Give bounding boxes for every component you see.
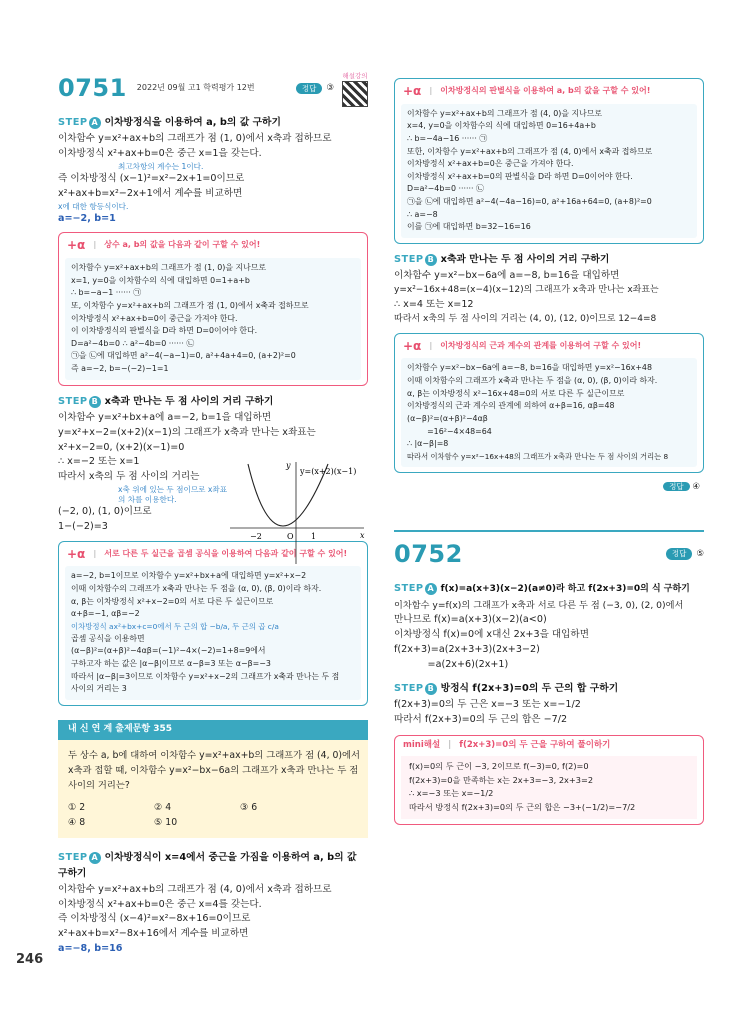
- text-line: 이차함수 y=x²+ax+b의 그래프가 점 (1, 0)에서 x축과 접하므로: [58, 133, 332, 145]
- answer: [666, 548, 704, 561]
- text-line: (−2, 0), (1, 0)이므로: [58, 505, 152, 517]
- related-problem-body: [58, 740, 368, 839]
- step-b2-heading: [394, 252, 704, 267]
- plus-tip-header: +α | 서로 다른 두 실근을 곱셈 공식을 이용하여 다음과 같이 구할 수 있어!: [59, 542, 367, 567]
- text-line: x²+x−2=0, (x+2)(x−1)=0: [58, 441, 185, 453]
- left-column: [58, 70, 368, 957]
- text-line: 즉 이차방정식 (x−1)²=x²−2x+1=0이므로: [58, 172, 245, 184]
- tip-line: 이를 ㉠에 대입하면 b=32−16=16: [407, 222, 531, 232]
- text-line: 이차함수 y=x²+bx+a에 a=−2, b=1을 대입하면: [58, 411, 272, 423]
- step-b-heading: [58, 394, 368, 409]
- answer: [394, 481, 700, 494]
- mini-label: mini해설: [403, 740, 441, 751]
- tip-line: 이때 이차함수의 그래프가 x축과 만나는 두 점을 (α, 0), (β, 0)이라 하자.: [407, 376, 658, 385]
- problem-source: 2022년 09월 고1 학력평가 12번: [136, 83, 255, 93]
- mini-line: 따라서 방정식 f(2x+3)=0의 두 근의 합은 −3+(−1/2)=−7/2: [409, 802, 636, 813]
- plus-tip-body: [65, 258, 361, 380]
- step-word: STEP: [394, 254, 424, 265]
- step-title: f(x)=a(x+3)(x−2)(a≠0)라 하고 f(2x+3)=0의 식 구하기: [440, 583, 690, 594]
- text-line: 이차방정식 f(x)=0에 x대신 2x+3을 대입하면: [394, 628, 589, 640]
- axis-y-label: y: [286, 460, 291, 470]
- qr-code-icon[interactable]: [342, 81, 368, 107]
- step-title: 이차방정식이 x=4에서 중근을 가짐을 이용하여 a, b의 값 구하기: [58, 852, 357, 879]
- text-line: 이차방정식 x²+ax+b=0은 중근 x=1을 갖는다.: [58, 148, 262, 160]
- step-title: x축과 만나는 두 점 사이의 거리 구하기: [440, 254, 610, 265]
- hint-note: x에 대한 항등식이다.: [58, 201, 129, 211]
- text-line: x²+ax+b=x²−8x+16에서 계수를 비교하면: [58, 928, 249, 940]
- lecture-qr[interactable]: [342, 71, 368, 107]
- mini-solution-box: [394, 735, 704, 825]
- text-line: 이차방정식 x²+ax+b=0은 중근 x=4를 갖는다.: [58, 898, 262, 910]
- mini-solution-body: [401, 756, 697, 820]
- tip-line: ∴ b=−a−1 ······ ㉠: [71, 288, 142, 298]
- page-number: 246: [16, 952, 44, 967]
- tip-line: 이차함수 y=x²+ax+b의 그래프가 점 (4, 0)을 지나므로: [407, 108, 602, 118]
- tick-label: −2: [250, 531, 262, 541]
- answer-badge: 정답: [663, 482, 690, 491]
- problem-header: [394, 530, 704, 573]
- tip-line: (α−β)²=(α+β)²−4αβ=(−1)²−4×(−2)=1+8=9에서: [71, 646, 266, 656]
- hint-note: x축 위에 있는 두 점이므로 x좌표의 차를 이용한다.: [118, 485, 228, 505]
- answer: [296, 82, 334, 95]
- hint-note: 최고차항의 계수는 1이다.: [118, 162, 204, 172]
- text-line: 이차함수 y=f(x)의 그래프가 x축과 서로 다른 두 점 (−3, 0), (2, 0)에서: [394, 599, 684, 611]
- tip-line: (α−β)²=(α+β)²−4αβ: [407, 413, 488, 423]
- tip-line: 이차방정식의 근과 계수의 관계에 의하여 α+β=16, αβ=48: [407, 401, 615, 411]
- problem-number: 0752: [394, 539, 463, 568]
- mini-line: ∴ x=−3 또는 x=−1/2: [409, 788, 494, 799]
- text-line: ∴ x=4 또는 x=12: [394, 298, 474, 310]
- tip-line: 즉 a=−2, b=−(−2)−1=1: [71, 364, 169, 374]
- tip-line: 구하고자 하는 값은 |α−β|이므로 α−β=3 또는 α−β=−3: [71, 658, 271, 668]
- plus-tip-box: [394, 333, 704, 473]
- step-word: STEP: [58, 852, 88, 864]
- text-line: x²+ax+b=x²−2x+1에서 계수를 비교하면: [58, 187, 243, 199]
- tip-line: α, β는 이차방정식 x²+x−2=0의 서로 다른 두 실근이므로: [71, 596, 274, 606]
- step-letter: B: [425, 254, 437, 266]
- right-column: [394, 78, 704, 833]
- tip-line: 따라서 이차함수 y=x²−16x+48의 그래프가 x축과 만나는 두 점 사이의 거리는 8: [407, 451, 669, 461]
- plus-tip-box: [58, 232, 368, 385]
- curve-label: y=(x+2)(x−1): [300, 466, 357, 476]
- plus-tip-header: +α | 이차방정식의 근과 계수의 관계를 이용하여 구할 수 있어!: [395, 334, 703, 359]
- tip-line: 이차방정식 x²+ax+b=0의 판별식을 D라 하면 D=0이어야 한다.: [407, 171, 633, 181]
- plus-tip-body: [401, 104, 697, 238]
- step-letter: B: [89, 396, 101, 408]
- plus-alpha-icon: +α: [403, 84, 422, 98]
- plus-tip-body: [401, 358, 697, 466]
- qr-label: 해설강의: [342, 71, 368, 80]
- tip-line: ㉠을 ㉡에 대입하면 a²−4(−4a−16)=0, a²+16a+64=0, (a+8)²=0: [407, 197, 652, 207]
- tip-line: ㉠을 ㉡에 대입하면 a²−4(−a−1)=0, a²+4a+4=0, (a+2)²=0: [71, 351, 296, 361]
- step-result: a=−2, b=1: [58, 212, 116, 224]
- tip-line: x=4, y=0을 이차함수의 식에 대입하면 0=16+4a+b: [407, 121, 596, 131]
- step-result: a=−8, b=16: [58, 943, 123, 955]
- tip-line: a=−2, b=1이므로 이차함수 y=x²+bx+a에 대입하면 y=x²+x−2: [71, 571, 307, 581]
- formula-note: 이차방정식 ax²+bx+c=0에서 두 근의 합 −b/a, 두 근의 곱 c/a: [71, 621, 279, 631]
- text-line: 1−(−2)=3: [58, 520, 108, 532]
- text-line: f(2x+3)=a(2x+3+3)(2x+3−2): [394, 643, 540, 655]
- step-letter: A: [89, 852, 101, 864]
- answer-choices: [68, 800, 358, 831]
- plus-tip-title: 이차방정식의 판별식을 이용하여 a, b의 값을 구할 수 있어!: [440, 86, 651, 96]
- text-line: 따라서 x축의 두 점 사이의 거리는 (4, 0), (12, 0)이므로 12−4=8: [394, 313, 657, 324]
- step-title: x축과 만나는 두 점 사이의 거리 구하기: [104, 395, 274, 407]
- answer-value: ⑤: [696, 548, 704, 559]
- step-title: 방정식 f(2x+3)=0의 두 근의 합 구하기: [440, 682, 619, 694]
- step-b-section: [58, 394, 368, 541]
- tip-line: D=a²−4b=0 ······ ㉡: [407, 184, 484, 194]
- plus-alpha-icon: +α: [67, 546, 86, 561]
- text-line: 이차함수 y=x²−bx−6a에 a=−8, b=16을 대입하면: [394, 270, 620, 282]
- tip-line: 이 이차방정식의 판별식을 D라 하면 D=0이어야 한다.: [71, 326, 258, 336]
- text-line: 따라서 x축의 두 점 사이의 거리는: [58, 471, 200, 483]
- step-letter: A: [89, 117, 101, 129]
- choice-1[interactable]: ① 2: [68, 801, 86, 813]
- plus-alpha-icon: +α: [67, 238, 86, 253]
- text-line: =a(2x+6)(2x+1): [394, 658, 509, 670]
- step-letter: B: [425, 683, 437, 695]
- tick-label: 1: [311, 531, 317, 541]
- step-a-heading: [58, 115, 368, 130]
- choice-5[interactable]: ⑤ 10: [154, 817, 178, 829]
- tip-line: 사이의 거리는 3: [71, 684, 127, 694]
- tip-line: α, β는 이차방정식 x²−16x+48=0의 서로 다른 두 실근이므로: [407, 388, 625, 398]
- text-line: 만나므로 f(x)=a(x+3)(x−2)(a<0): [394, 614, 547, 626]
- plus-tip-title: 상수 a, b의 값을 다음과 같이 구할 수 있어!: [104, 240, 261, 250]
- question-line: 사이의 거리는?: [68, 780, 130, 792]
- choice-2[interactable]: ② 4: [154, 801, 172, 813]
- step-title: 이차방정식을 이용하여 a, b의 값 구하기: [104, 117, 281, 129]
- step-a3-heading: [394, 581, 704, 597]
- related-problem-bar: 내 신 연 계 출제문항 355: [58, 720, 368, 740]
- mini-line: f(2x+3)=0을 만족하는 x는 2x+3=−3, 2x+3=2: [409, 774, 594, 785]
- step-word: STEP: [58, 395, 88, 407]
- mini-title: f(2x+3)=0의 두 근을 구하여 풀이하기: [459, 740, 611, 751]
- answer-badge: 정답: [296, 83, 323, 95]
- tip-line: 이차함수 y=x²+ax+b의 그래프가 점 (1, 0)을 지나므로: [71, 262, 266, 272]
- tip-line: ∴ |α−β|=8: [407, 439, 449, 449]
- problem-header: [58, 70, 368, 107]
- problem-number: 0751: [58, 74, 127, 102]
- mini-solution-header: mini해설 | f(2x+3)=0의 두 근을 구하여 풀이하기: [395, 736, 703, 755]
- text-line: f(2x+3)=0의 두 근은 x=−3 또는 x=−1/2: [394, 698, 581, 710]
- step-a2-heading: [58, 850, 368, 880]
- tip-line: 따라서 |α−β|=3이므로 이차함수 y=x²+x−2의 그래프가 x축과 만나는 두 점: [71, 671, 340, 681]
- answer-value: ③: [326, 83, 334, 93]
- axis-x-label: x: [360, 530, 365, 540]
- step-word: STEP: [394, 682, 424, 694]
- text-line: 즉 이차방정식 (x−4)²=x²−8x+16=0이므로: [58, 913, 251, 925]
- step-word: STEP: [394, 582, 424, 594]
- text-line: 따라서 f(2x+3)=0의 두 근의 합은 −7/2: [394, 713, 568, 725]
- plus-tip-title: 이차방정식의 근과 계수의 관계를 이용하여 구할 수 있어!: [440, 340, 642, 350]
- text-line: y=x²−16x+48=(x−4)(x−12)의 그래프가 x축과 만나는 x좌표는: [394, 285, 659, 296]
- tip-line: x=1, y=0을 이차함수의 식에 대입하면 0=1+a+b: [71, 275, 250, 285]
- tip-line: ∴ b=−4a−16 ······ ㉠: [407, 133, 488, 143]
- related-problem: [58, 720, 368, 839]
- step-word: STEP: [58, 117, 88, 129]
- tip-line: 또, 이차함수 y=x²+ax+b의 그래프가 점 (1, 0)에서 x축과 접하므로: [71, 300, 309, 310]
- question-line: x축과 접할 때, 이차함수 y=x²−bx−6a의 그래프가 x축과 만나는 두 점: [68, 765, 359, 777]
- text-line: y=x²+x−2=(x+2)(x−1)의 그래프가 x축과 만나는 x좌표는: [58, 426, 316, 438]
- text-line: ∴ x=−2 또는 x=1: [58, 456, 140, 468]
- origin-label: O: [287, 531, 294, 541]
- tip-line: ∴ a=−8: [407, 209, 438, 219]
- tip-line: D=a²−4b=0 ∴ a²−4b=0 ······ ㉡: [71, 338, 195, 348]
- tip-line: 곱셈 공식을 이용하면: [71, 633, 145, 643]
- parabola-graph: [226, 458, 368, 568]
- choice-4[interactable]: ④ 8: [68, 817, 86, 829]
- question-line: 두 상수 a, b에 대하여 이차함수 y=x²+ax+b의 그래프가 점 (4, 0)에서: [68, 749, 360, 761]
- tip-line: =16²−4×48=64: [407, 426, 492, 436]
- step-letter: A: [425, 583, 437, 595]
- plus-tip-header: +α | 이차방정식의 판별식을 이용하여 a, b의 값을 구할 수 있어!: [395, 79, 703, 104]
- tip-line: 이차방정식 x²+ax+b=0은 중근을 가져야 한다.: [407, 159, 574, 169]
- mini-line: f(x)=0의 두 근이 −3, 2이므로 f(−3)=0, f(2)=0: [409, 760, 589, 771]
- tip-line: 이차방정식 x²+ax+b=0이 중근을 가져야 한다.: [71, 313, 238, 323]
- tip-line: 이차함수 y=x²−bx−6a에 a=−8, b=16을 대입하면 y=x²−16x+48: [407, 363, 652, 373]
- answer-badge: 정답: [666, 548, 693, 560]
- plus-tip-header: +α | 상수 a, b의 값을 다음과 같이 구할 수 있어!: [59, 233, 367, 258]
- plus-tip-box: [394, 78, 704, 244]
- plus-alpha-icon: +α: [403, 338, 422, 353]
- tip-line: α+β=−1, αβ=−2: [71, 609, 140, 619]
- step-b3-heading: [394, 681, 704, 696]
- text-line: 이차함수 y=x²+ax+b의 그래프가 점 (4, 0)에서 x축과 접하므로: [58, 883, 332, 895]
- choice-3[interactable]: ③ 6: [240, 801, 258, 813]
- tip-line: 또한, 이차함수 y=x²+ax+b의 그래프가 점 (4, 0)에서 x축과 접하므로: [407, 146, 653, 156]
- plus-tip-body: [65, 566, 361, 700]
- tip-line: 이때 이차함수의 그래프가 x축과 만나는 두 점을 (α, 0), (β, 0)이라 하자.: [71, 583, 322, 593]
- answer-value: ④: [692, 481, 700, 492]
- plus-tip-title: 서로 다른 두 실근을 곱셈 공식을 이용하여 다음과 같이 구할 수 있어!: [104, 548, 348, 558]
